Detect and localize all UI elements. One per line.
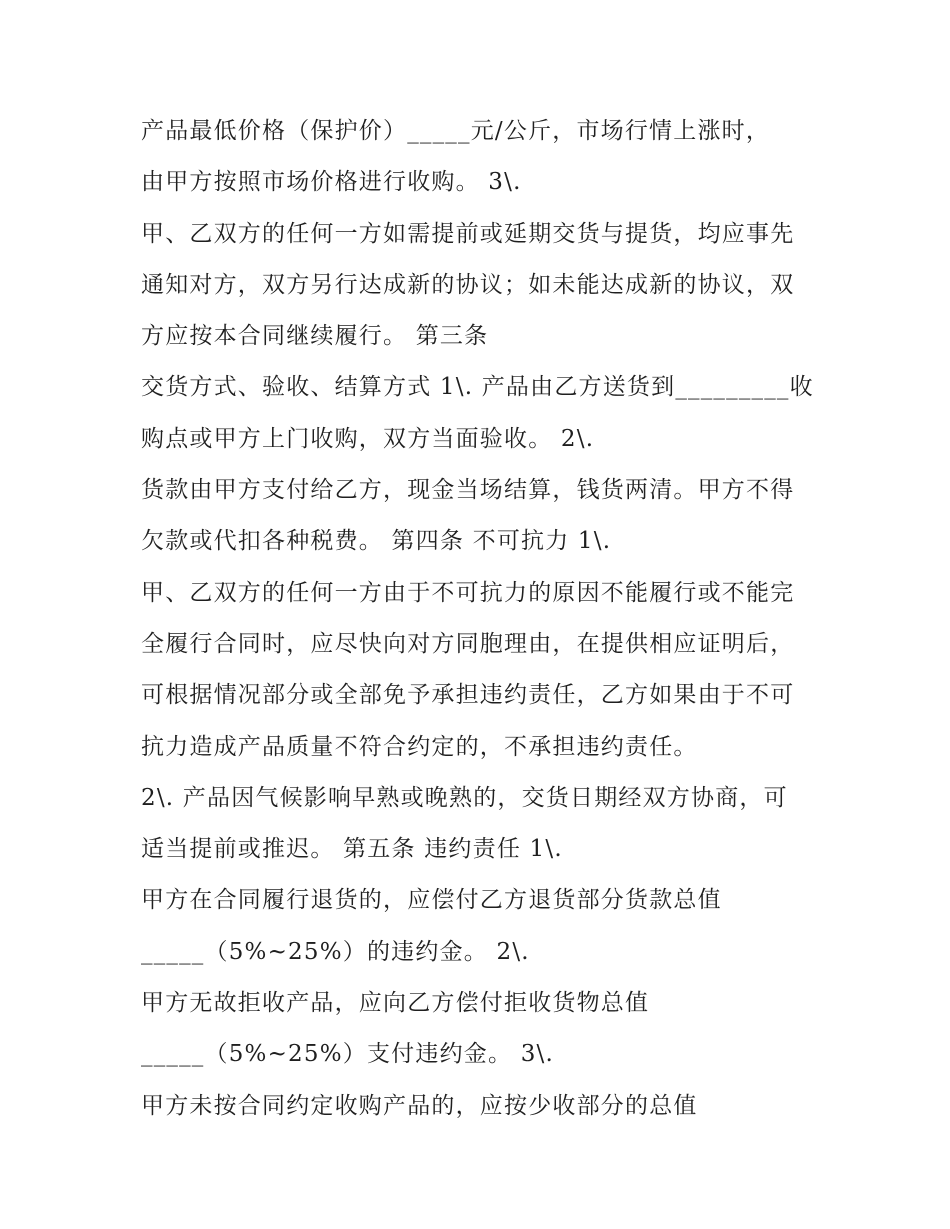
text-line: 货款由甲方支付给乙方，现金当场结算，钱货两清。甲方不得 <box>141 477 795 504</box>
contract-body-text <box>141 106 831 1132</box>
text-line: 欠款或代扣各种税费。 第四条 不可抗力 1\. <box>141 528 612 555</box>
text-line: 产品最低价格（保护价）_____元/公斤，市场行情上涨时， <box>141 118 771 144</box>
text-line: _____（5%~25%）支付违约金。 3\. <box>141 1041 554 1068</box>
text-line: 交货方式、验收、结算方式 1\. 产品由乙方送货到_________收 <box>141 374 814 401</box>
text-line: 甲、乙双方的任何一方由于不可抗力的原因不能履行或不能完 <box>141 579 795 606</box>
text-line: 甲、乙双方的任何一方如需提前或延期交货与提货，均应事先 <box>141 220 795 247</box>
text-line: 全履行合同时，应尽快向对方同胞理由，在提供相应证明后， <box>141 630 795 657</box>
text-line: 甲方无故拒收产品，应向乙方偿付拒收货物总值 <box>141 990 650 1017</box>
text-line: 方应按本合同继续履行。 第三条 <box>141 323 489 350</box>
text-line: 通知对方，双方另行达成新的协议；如未能达成新的协议，双 <box>141 271 795 298</box>
text-line: 甲方在合同履行退货的，应偿付乙方退货部分货款总值 <box>141 887 722 914</box>
text-line: 适当提前或推迟。 第五条 违约责任 1\. <box>141 836 563 863</box>
text-line: _____（5%~25%）的违约金。 2\. <box>141 938 530 965</box>
text-line: 甲方未按合同约定收购产品的，应按少收部分的总值 <box>141 1092 698 1119</box>
text-line: 抗力造成产品质量不符合约定的，不承担违约责任。 <box>141 733 698 760</box>
text-line: 可根据情况部分或全部免予承担违约责任，乙方如果由于不可 <box>141 682 795 709</box>
text-line: 购点或甲方上门收购，双方当面验收。 2\. <box>141 425 595 452</box>
text-line: 由甲方按照市场价格进行收购。 3\. <box>141 169 522 196</box>
text-line: 2\. 产品因气候影响早熟或晚熟的，交货日期经双方协商，可 <box>141 784 788 811</box>
